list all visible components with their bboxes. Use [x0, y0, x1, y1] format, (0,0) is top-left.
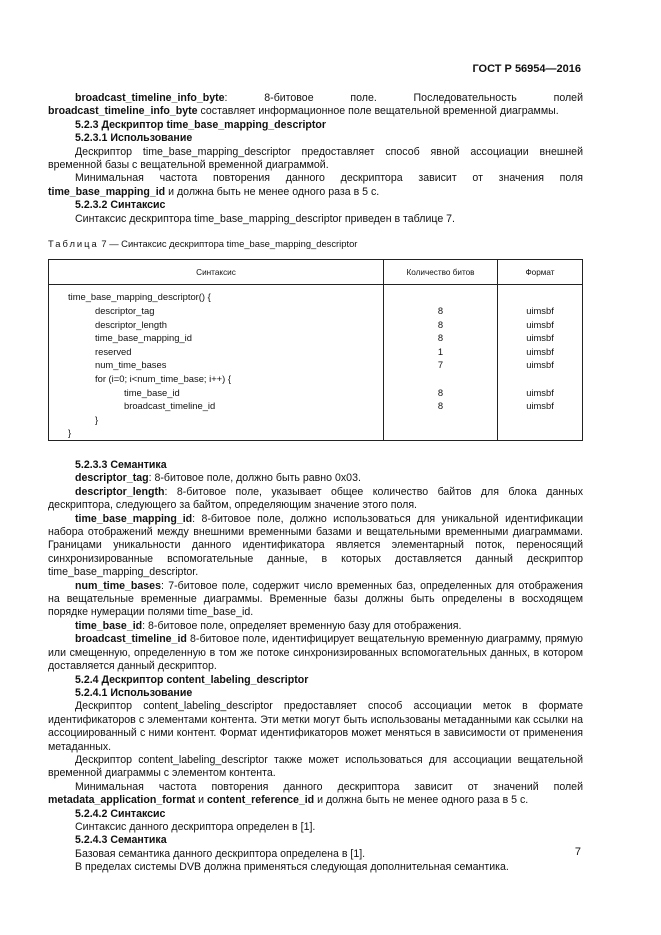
semantic-item: time_base_mapping_id: 8-битовое поле, должно использоваться для уникальной идентификации набора отображений между внешними временными базами и вещательными временными диаграммами. Границами уникальности данного идентификатора является элементарный поток, переносящий синхронизированные вспомогательные данные, в которых доставляется данный дескриптор time_base_mapping_descriptor. [48, 512, 583, 579]
semantic-item: descriptor_length: 8-битовое поле, указывает общее количество байтов для блока данных дескриптора, следующего за байтом, определяющим значение этого поля. [48, 485, 583, 512]
term: metadata_application_format [48, 794, 196, 807]
term: num_time_bases [75, 579, 161, 592]
subsection-heading: 5.2.3.3 Семантика [75, 459, 167, 471]
page-content [48, 92, 583, 875]
term: time_base_id [75, 619, 143, 632]
term: time_base_mapping_id [48, 185, 166, 198]
term: descriptor_tag [75, 472, 149, 485]
term: content_reference_id [207, 794, 315, 807]
table-row: for (i=0; i<num_time_base; i++) { [49, 372, 583, 386]
syntax-table [48, 259, 583, 441]
subsection-heading: 5.2.3.2 Синтаксис [75, 199, 166, 212]
page-number: 7 [574, 846, 581, 858]
table-row: time_base_mapping_id 8 uimsbf [49, 331, 583, 345]
subsection-heading: 5.2.4.1 Использование [75, 686, 193, 699]
section-heading: 5.2.3 Дескриптор time_base_mapping_descriptor [75, 118, 326, 131]
semantic-item: descriptor_tag: 8-битовое поле, должно быть равно 0x03. [75, 472, 361, 485]
table-row: reserved 1 uimsbf [49, 345, 583, 359]
table-row: time_base_mapping_descriptor() { [49, 285, 583, 304]
subsection-heading: 5.2.4.2 Синтаксис [75, 807, 166, 820]
term: broadcast_timeline_info_byte [75, 92, 225, 104]
subsection-heading: 5.2.4.3 Семантика [75, 834, 167, 847]
paragraph: Синтаксис данного дескриптора определен в [1]. [75, 820, 316, 833]
intro-paragraph: broadcast_timeline_info_byte: 8-битовое поле. Последовательность полей broadcast_timeline_info_byte составляет информационное поле вещательной временной диаграммы. [48, 92, 583, 118]
paragraph: Дескриптор content_labeling_descriptor предоставляет способ ассоциации меток в формате идентификаторов с элементами контента. Эти метки могут быть использованы метаданными как ссылки на ассоциированный с ними контент. Формат идентификаторов может меняться в зависимости от применения метаданных. [48, 700, 583, 753]
table-row: descriptor_tag 8 uimsbf [49, 304, 583, 318]
table-row: descriptor_length 8 uimsbf [49, 318, 583, 332]
col-format-header: Формат [498, 260, 583, 285]
semantic-item: time_base_id: 8-битовое поле, определяет временную базу для отображения. [75, 619, 462, 632]
term: descriptor_length [75, 485, 165, 498]
paragraph: Синтаксис дескриптора time_base_mapping_descriptor приведен в таблице 7. [75, 212, 455, 225]
table-row: broadcast_timeline_id 8 uimsbf [49, 399, 583, 413]
paragraph: Базовая семантика данного дескриптора определена в [1]. [75, 847, 366, 860]
table-caption: Таблица 7 — Синтаксис дескриптора time_base_mapping_descriptor [48, 238, 358, 250]
standard-header: ГОСТ Р 56954—2016 [472, 63, 581, 75]
term: broadcast_timeline_info_byte [48, 105, 198, 118]
paragraph: Дескриптор time_base_mapping_descriptor предоставляет способ явной ассоциации внешней временной базы с вещательной временной диаграммой. [48, 145, 583, 172]
table-row: } [49, 426, 583, 440]
table-caption-label: Таблица [48, 238, 99, 250]
paragraph: Дескриптор content_labeling_descriptor также может использоваться для ассоциации вещательной временной диаграммы с элементом контента. [48, 753, 583, 780]
paragraph: Минимальная частота повторения данного дескриптора зависит от значений полей metadata_application_format и content_reference_id и должна быть не менее одного раза в 5 с. [48, 780, 583, 807]
paragraph: В пределах системы DVB должна применяться следующая дополнительная семантика. [75, 861, 509, 874]
col-syntax-header: Синтаксис [49, 260, 384, 285]
semantic-item: num_time_bases: 7-битовое поле, содержит число временных баз, определенных для отображения на вещательные временные диаграммы. Временные базы должны быть определены в восходящем порядке нумерации полями time_base_id. [48, 579, 583, 619]
term: broadcast_timeline_id [75, 633, 187, 646]
table-row: num_time_bases 7 uimsbf [49, 358, 583, 372]
col-bits-header: Количество битов [384, 260, 498, 285]
section-heading: 5.2.4 Дескриптор content_labeling_descriptor [75, 673, 309, 686]
table-row: time_base_id 8 uimsbf [49, 386, 583, 400]
term: time_base_mapping_id [75, 512, 193, 525]
paragraph: Минимальная частота повторения данного дескриптора зависит от значения поля time_base_mapping_id и должна быть не менее одного раза в 5 с. [48, 172, 583, 198]
semantic-item: broadcast_timeline_id 8-битовое поле, идентифицирует вещательную временную диаграмму, прямую или смещенную, определенную в том же потоке синхронизированных вспомогательных данных, в котором доставляется данный дескриптор. [48, 633, 583, 673]
subsection-heading: 5.2.3.1 Использование [75, 132, 193, 145]
table-row: } [49, 413, 583, 427]
